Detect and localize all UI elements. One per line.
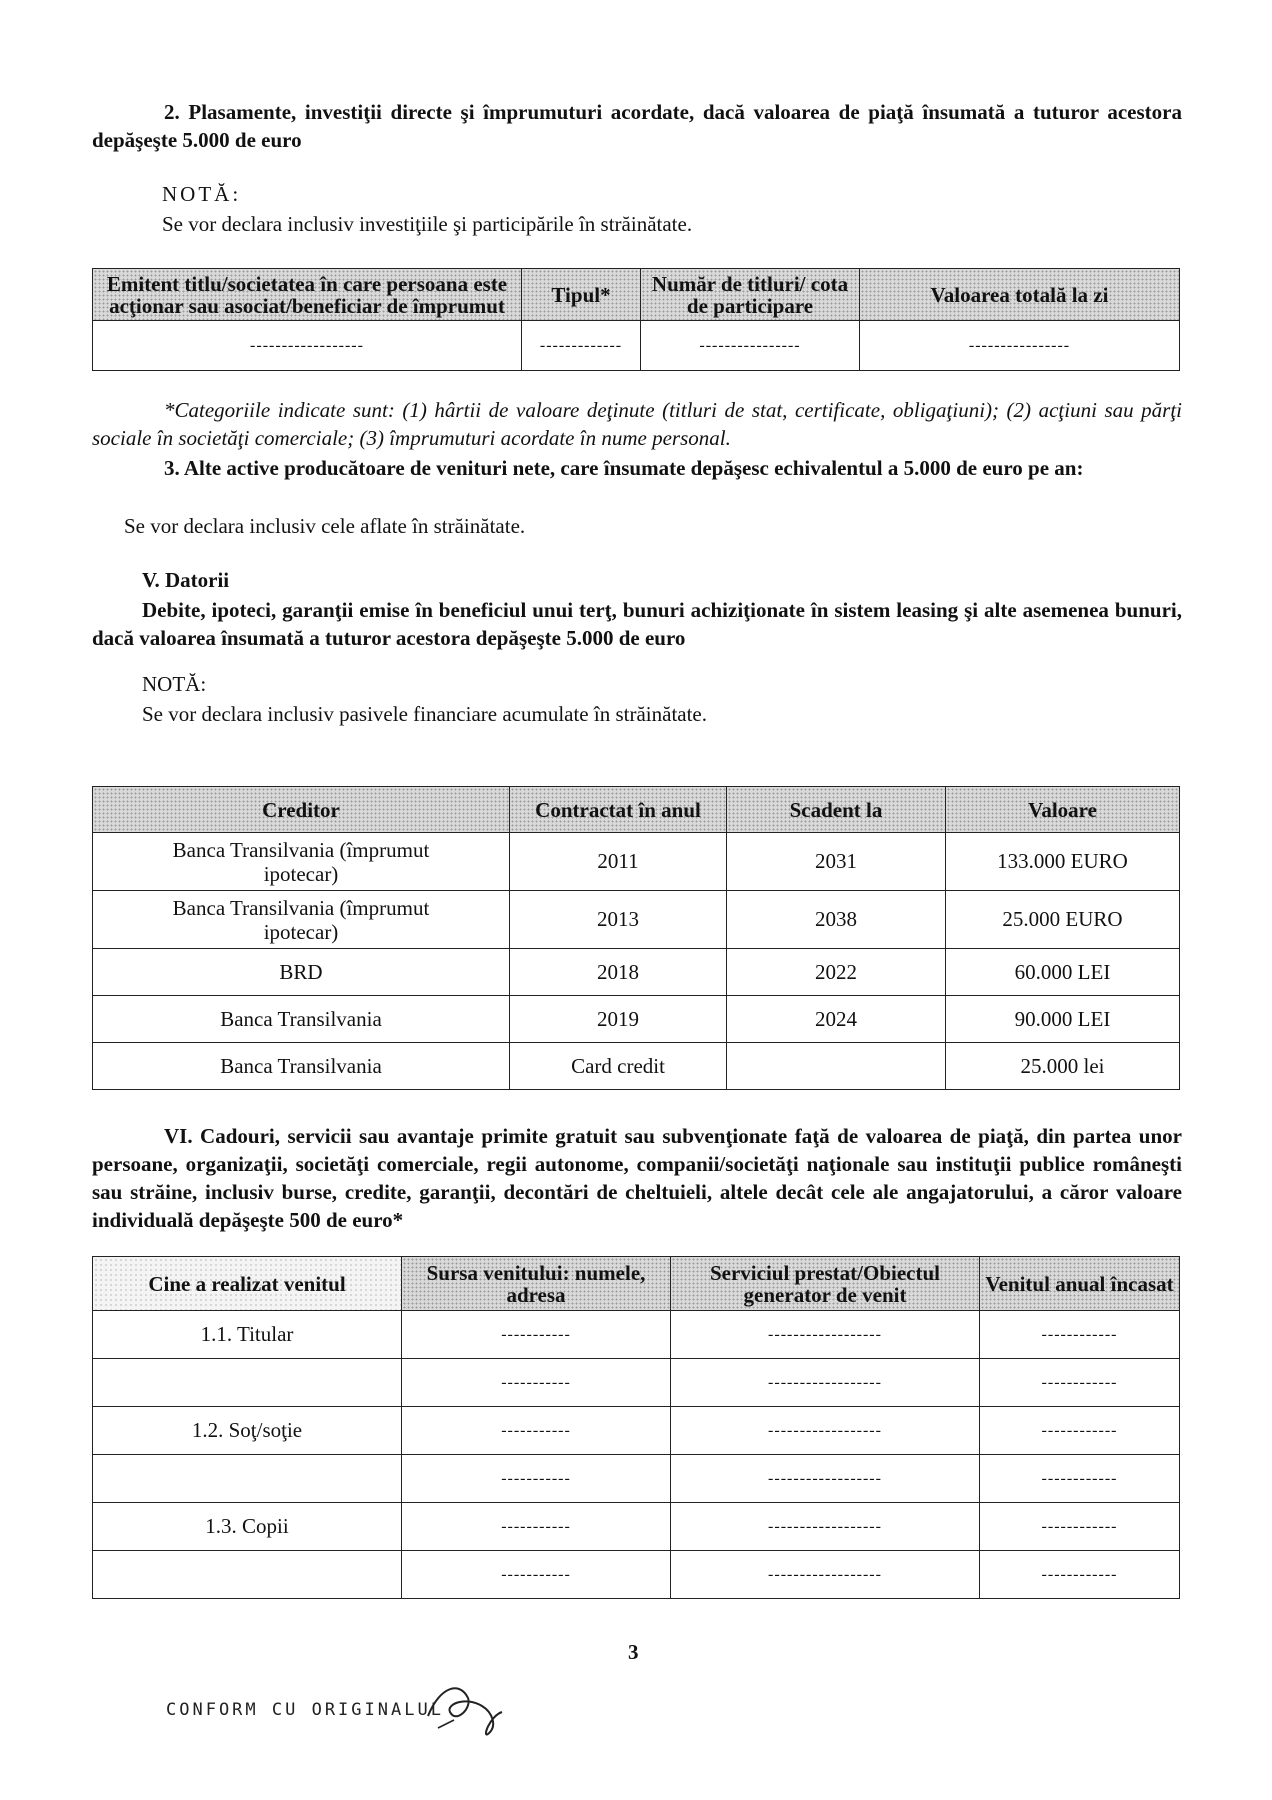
gifts-table <box>92 1256 1180 1599</box>
table-row <box>93 1359 1180 1407</box>
section-2-note-label: NOTĂ: <box>162 182 242 206</box>
debts-cell-due: 2038 <box>727 891 946 949</box>
gifts-cell-service: ------------------ <box>671 1359 980 1407</box>
gifts-cell-who <box>93 1359 402 1407</box>
investments-cell: ------------- <box>522 321 641 371</box>
debts-cell-year: 2013 <box>510 891 727 949</box>
gifts-cell-who <box>93 1455 402 1503</box>
stamp-text: CONFORM CU ORIGINALUL <box>166 1700 444 1720</box>
investments-header-issuer: Emitent titlu/societatea în care persoana este acţionar sau asociat/beneficiar de împrumut <box>93 269 522 321</box>
table-row <box>93 833 1180 891</box>
debts-cell-creditor: Banca Transilvania <box>93 1043 510 1090</box>
table-row <box>93 949 1180 996</box>
section-5-note-label: NOTĂ: <box>142 672 207 696</box>
investments-cell: ---------------- <box>860 321 1180 371</box>
debts-header-year: Contractat în anul <box>510 787 727 833</box>
debts-header-due: Scadent la <box>727 787 946 833</box>
gifts-cell-source: ----------- <box>402 1503 671 1551</box>
investments-cell: ------------------ <box>93 321 522 371</box>
debts-header-value: Valoare <box>946 787 1180 833</box>
gifts-cell-income: ------------ <box>980 1503 1180 1551</box>
section-6-title: VI. Cadouri, servicii sau avantaje primite gratuit sau subvenţionate faţă de valoarea de piaţă, din partea unor persoane, organizaţii, societăţi comerciale, regii autonome, companii/societăţi naţionale sau instituţii publice româneşti sau străine, inclusiv burse, credite, garanţii, decontări de cheltuieli, altele decât cele ale angajatorului, a căror valoare individuală depăşeşte 500 de euro* <box>92 1124 1182 1232</box>
investments-header-type: Tipul* <box>522 269 641 321</box>
debts-cell-creditor: Banca Transilvania <box>93 996 510 1043</box>
gifts-cell-service: ------------------ <box>671 1551 980 1599</box>
table-row <box>93 1551 1180 1599</box>
debts-cell-value: 133.000 EURO <box>946 833 1180 891</box>
investments-header-value: Valoarea totală la zi <box>860 269 1180 321</box>
investments-header-shares: Număr de titluri/ cota de participare <box>641 269 860 321</box>
gifts-cell-income: ------------ <box>980 1455 1180 1503</box>
table-row <box>93 891 1180 949</box>
debts-cell-value: 60.000 LEI <box>946 949 1180 996</box>
debts-cell-due: 2031 <box>727 833 946 891</box>
debts-cell-year: 2011 <box>510 833 727 891</box>
section-5-note-text: Se vor declara inclusiv pasivele financiare acumulate în străinătate. <box>142 702 708 726</box>
debts-cell-creditor: Banca Transilvania (împrumut ipotecar) <box>93 891 510 949</box>
section-3-note-text: Se vor declara inclusiv cele aflate în străinătate. <box>124 514 526 538</box>
debts-cell-creditor: Banca Transilvania (împrumut ipotecar) <box>93 833 510 891</box>
section-5-heading: V. Datorii <box>142 568 230 592</box>
section-2-title: 2. Plasamente, investiţii directe şi împrumuturi acordate, dacă valoarea de piaţă însumată a tuturor acestora depăşeşte 5.000 de euro <box>92 100 1182 152</box>
gifts-cell-income: ------------ <box>980 1359 1180 1407</box>
gifts-cell-source: ----------- <box>402 1407 671 1455</box>
debts-header-creditor: Creditor <box>93 787 510 833</box>
investments-cell: ---------------- <box>641 321 860 371</box>
gifts-header-who: Cine a realizat venitul <box>93 1257 402 1311</box>
debts-cell-value: 25.000 lei <box>946 1043 1180 1090</box>
debts-cell-year: Card credit <box>510 1043 727 1090</box>
gifts-cell-service: ------------------ <box>671 1407 980 1455</box>
debts-cell-due: 2024 <box>727 996 946 1043</box>
debts-cell-due <box>727 1043 946 1090</box>
gifts-cell-income: ------------ <box>980 1551 1180 1599</box>
gifts-cell-service: ------------------ <box>671 1311 980 1359</box>
gifts-cell-income: ------------ <box>980 1311 1180 1359</box>
gifts-cell-service: ------------------ <box>671 1503 980 1551</box>
investments-footnote: *Categoriile indicate sunt: (1) hârtii de valoare deţinute (titluri de stat, certificate, obligaţiuni); (2) acţiuni sau părţi sociale în societăţi comerciale; (3) împrumuturi acordate în nume personal. <box>92 398 1182 450</box>
debts-cell-due: 2022 <box>727 949 946 996</box>
gifts-cell-service: ------------------ <box>671 1455 980 1503</box>
table-row <box>93 321 1180 371</box>
gifts-cell-source: ----------- <box>402 1551 671 1599</box>
table-row <box>93 1043 1180 1090</box>
gifts-header-source: Sursa venitului: numele, adresa <box>402 1257 671 1311</box>
gifts-cell-income: ------------ <box>980 1407 1180 1455</box>
table-row <box>93 1503 1180 1551</box>
section-3-title: 3. Alte active producătoare de venituri nete, care însumate depăşesc echivalentul a 5.000 de euro pe an: <box>164 456 1084 480</box>
table-row <box>93 1407 1180 1455</box>
debts-cell-year: 2018 <box>510 949 727 996</box>
gifts-cell-who: 1.3. Copii <box>93 1503 402 1551</box>
signature-icon <box>420 1676 510 1742</box>
debts-cell-value: 90.000 LEI <box>946 996 1180 1043</box>
gifts-header-income: Venitul anual încasat <box>980 1257 1180 1311</box>
gifts-cell-who: 1.2. Soţ/soţie <box>93 1407 402 1455</box>
table-row <box>93 1311 1180 1359</box>
gifts-cell-who: 1.1. Titular <box>93 1311 402 1359</box>
gifts-cell-source: ----------- <box>402 1455 671 1503</box>
table-row <box>93 1455 1180 1503</box>
debts-cell-year: 2019 <box>510 996 727 1043</box>
investments-table <box>92 268 1180 371</box>
gifts-cell-source: ----------- <box>402 1311 671 1359</box>
gifts-cell-source: ----------- <box>402 1359 671 1407</box>
table-row <box>93 996 1180 1043</box>
gifts-cell-who <box>93 1551 402 1599</box>
gifts-header-service: Serviciul prestat/Obiectul generator de venit <box>671 1257 980 1311</box>
section-2-note-text: Se vor declara inclusiv investiţiile şi participările în străinătate. <box>162 212 693 236</box>
debts-cell-creditor: BRD <box>93 949 510 996</box>
debts-table <box>92 786 1180 1090</box>
section-5-title: Debite, ipoteci, garanţii emise în beneficiul unui terţ, bunuri achiziţionate în sistem leasing şi alte asemenea bunuri, dacă valoarea însumată a tuturor acestora depăşeşte 5.000 de euro <box>92 598 1182 650</box>
page-number: 3 <box>628 1640 639 1664</box>
debts-cell-value: 25.000 EURO <box>946 891 1180 949</box>
